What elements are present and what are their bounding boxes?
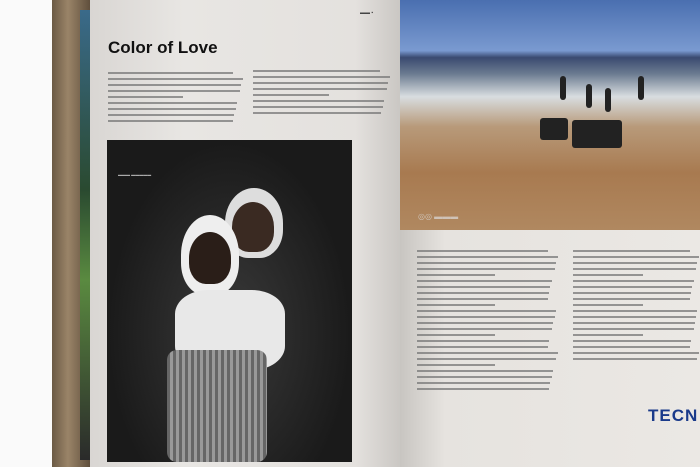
- text-line: [417, 280, 552, 282]
- text-line: [253, 106, 383, 108]
- text-line: [573, 250, 690, 252]
- text-line: [108, 78, 243, 80]
- text-line: [417, 310, 556, 312]
- text-line: [573, 268, 696, 270]
- text-line: [417, 346, 548, 348]
- text-line: [108, 102, 237, 104]
- watermark: ◎◎ ▬▬▬: [418, 212, 459, 221]
- child-face: [232, 202, 274, 252]
- child-face: [189, 232, 231, 284]
- text-line: [417, 292, 549, 294]
- photo-caption: ▬▬▬ ▬▬▬▬▬: [118, 172, 152, 177]
- text-line: [573, 334, 643, 336]
- text-line: [573, 358, 697, 360]
- text-line: [417, 262, 556, 264]
- text-line: [417, 286, 550, 288]
- text-line: [417, 304, 495, 306]
- page-folio: ▬▬ ▪: [360, 10, 374, 16]
- text-line: [108, 72, 233, 74]
- text-line: [573, 304, 643, 306]
- person-figure: [638, 76, 644, 100]
- body-text-column-2: [253, 70, 391, 118]
- text-line: [417, 334, 495, 336]
- beach-photo: [400, 0, 700, 230]
- text-line: [573, 256, 699, 258]
- text-line: [253, 70, 380, 72]
- text-line: [573, 328, 694, 330]
- text-line: [417, 370, 553, 372]
- text-line: [253, 100, 384, 102]
- text-line: [417, 358, 556, 360]
- text-line: [573, 310, 697, 312]
- text-line: [253, 88, 387, 90]
- text-line: [417, 340, 549, 342]
- text-line: [417, 268, 555, 270]
- text-line: [573, 292, 691, 294]
- text-line: [108, 120, 233, 122]
- text-line: [417, 322, 553, 324]
- text-line: [417, 376, 552, 378]
- text-line: [573, 274, 643, 276]
- text-line: [253, 76, 390, 78]
- text-line: [417, 256, 558, 258]
- text-line: [108, 108, 236, 110]
- text-line: [573, 280, 694, 282]
- brand-logo: TECN: [648, 406, 699, 425]
- text-line: [253, 94, 329, 96]
- text-line: [417, 352, 558, 354]
- text-line: [108, 114, 234, 116]
- text-line: [253, 112, 381, 114]
- body-text-column-2: [573, 250, 700, 364]
- text-line: [573, 286, 692, 288]
- text-line: [573, 316, 696, 318]
- text-line: [573, 298, 690, 300]
- body-text-column-1: [417, 250, 559, 394]
- person-figure: [572, 120, 622, 148]
- person-figure: [560, 76, 566, 100]
- text-line: [417, 298, 548, 300]
- text-line: [417, 328, 552, 330]
- person-figure: [586, 84, 592, 108]
- text-line: [108, 84, 241, 86]
- children-photo: [107, 140, 352, 462]
- striped-dress: [167, 350, 267, 462]
- body-text-column-1: [108, 72, 244, 126]
- person-figure: [605, 88, 611, 112]
- text-line: [573, 352, 699, 354]
- text-line: [573, 346, 690, 348]
- person-figure: [540, 118, 568, 140]
- article-title: Color of Love: [108, 38, 218, 57]
- text-line: [573, 340, 691, 342]
- text-line: [417, 316, 555, 318]
- text-line: [417, 274, 495, 276]
- text-line: [573, 322, 695, 324]
- text-line: [417, 364, 495, 366]
- text-line: [417, 382, 550, 384]
- text-line: [417, 250, 548, 252]
- text-line: [417, 388, 549, 390]
- text-line: [573, 262, 697, 264]
- text-line: [108, 96, 183, 98]
- text-line: [253, 82, 388, 84]
- text-line: [108, 90, 240, 92]
